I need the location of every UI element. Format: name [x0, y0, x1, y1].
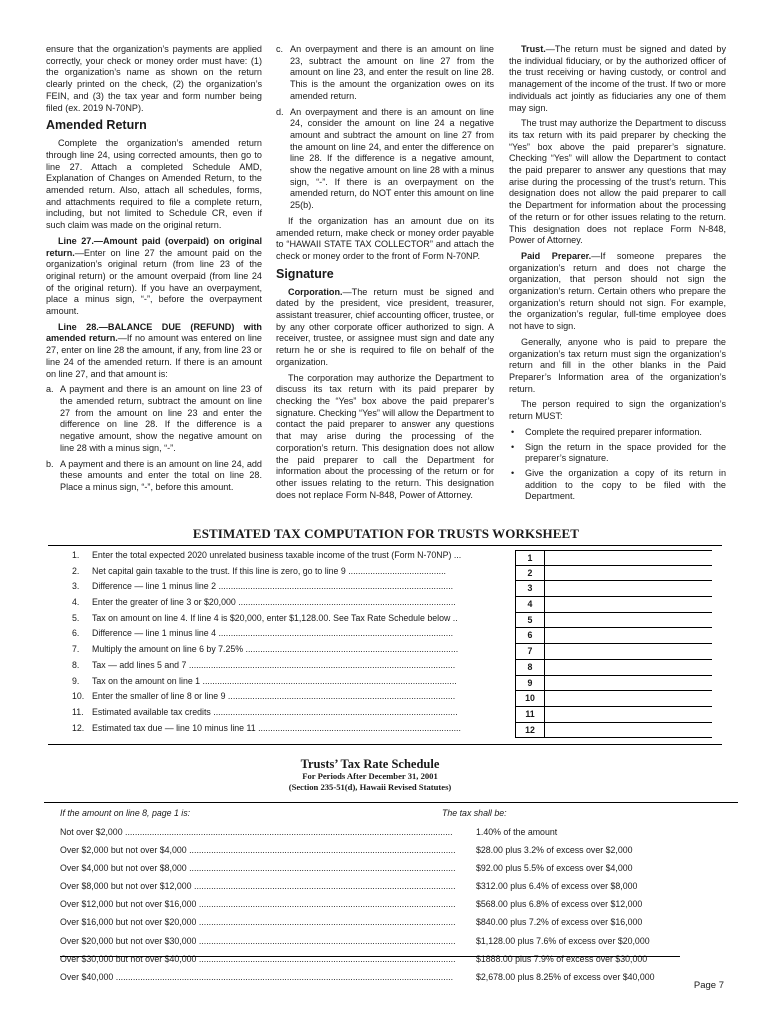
paid-preparer-text: —If someone prepares the organization’s return and does not charge the organization, that person should not sign the organization’s return. Certain others who prepare the organization’s return should not sign. For example, the organization’s regular, full-time employee does not have to sign.: [509, 250, 727, 332]
worksheet-line-number: 1: [515, 550, 545, 566]
worksheet-row-number: 9.: [72, 675, 80, 686]
schedule-header-right: The tax shall be:: [442, 808, 507, 818]
worksheet-line-number: 2: [515, 566, 545, 582]
list-item-c: c. An overpayment and there is an amount on line 23, subtract the amount on line 27 from the amount on line 23, and enter the result on line 28. This is the amount the organization owes on its amended return.: [276, 44, 494, 101]
worksheet-row: [60, 707, 712, 723]
worksheet-row-text: Enter the total expected 2020 unrelated business taxable income of the trust (Form N-70NP) ...: [92, 550, 462, 560]
worksheet-row: [60, 550, 712, 566]
bullet-text: Sign the return in the space provided for the preparer’s signature.: [525, 441, 726, 464]
line27-label: Line 27.—Amount paid (overpaid) on original return.: [46, 235, 262, 258]
schedule-range: Over $40,000 ..........................................................................................................................................: [60, 971, 454, 982]
corporation-label: Corporation.: [288, 286, 343, 297]
trust-text: —The return must be signed and dated by the individual fiduciary, or by the authorized officer of the trust receiving or having custody, or control and management of the income of the trust. If two or more individuals act jointly as fiduciaries any one of them may sign.: [509, 44, 726, 113]
list-item-d-text: An overpayment and there is an amount on line 24, consider the amount on line 24 a negative amount and subtract the amount on line 27 from the amount on line 24, and enter the difference on line 28. If the difference is a negative amount, show the negative amount on line 28 with a minus sign, “-”. If there is an overpayment on the amended return, do NOT enter this amount on line 25(b).: [290, 106, 494, 211]
trust-paragraph: [509, 44, 726, 114]
worksheet-row: [60, 613, 712, 629]
schedule-row: [60, 863, 680, 881]
worksheet-amount-field[interactable]: [545, 597, 712, 613]
worksheet-line-number: 8: [515, 660, 545, 676]
worksheet-row-number: 11.: [72, 706, 84, 717]
list-item-b: b. A payment and there is an amount on line 24, add these amounts and enter the total on line 28. Place a minus sign, “-”, before this amount.: [46, 458, 262, 492]
schedule-tax: $2,678.00 plus 8.25% of excess over $40,000: [476, 971, 655, 982]
amended-return-paragraph: Complete the organization’s amended return through line 24, using corrected amounts, then go to line 27. Attach a completed Schedule AMD, Explanation of Changes on Amended Return, to the amended return. Also, attach all schedules, forms, and attachments required to file a complete return, including, but not limited to Schedule CR, even if such claim was made on the original return.: [46, 138, 262, 231]
schedule-range: Over $8,000 but not over $12,000 ...........................................................................................................: [60, 881, 456, 892]
worksheet-row-text: Enter the smaller of line 8 or line 9 .............................................................................................: [92, 691, 456, 702]
worksheet-line-number: 6: [515, 628, 545, 644]
column-middle: [276, 44, 494, 505]
schedule-range: Over $12,000 but not over $16,000 .........................................................................................................: [60, 899, 456, 910]
worksheet-amount-field[interactable]: [545, 613, 712, 629]
worksheet-line-number: 4: [515, 597, 545, 613]
list-item-a-text: A payment and there is an amount on line 23 of the amended return, subtract the amount on line 27 from the amount on line 23 and enter the difference on line 28. If the difference is a negative amount, show the negative amount on line 28 with a minus sign, “-”.: [60, 384, 262, 453]
worksheet-row-text: Tax — add lines 5 and 7 .............................................................................................................: [92, 659, 456, 670]
worksheet-rows: [60, 550, 712, 738]
list-item-b-text: A payment and there is an amount on line 24, add these amounts and enter the total on line 28. Place a minus sign, “-”, before this amount.: [60, 458, 262, 492]
line27-paragraph: [46, 236, 262, 318]
column-right: [509, 44, 726, 506]
worksheet-line-number: 5: [515, 613, 545, 629]
line28-text: —If no amount was entered on line 27, enter on line 28 the amount, if any, from line 23 or line 24 of the amended return. If there is an amount on line 27, and that amount is:: [46, 333, 262, 379]
worksheet-title: ESTIMATED TAX COMPUTATION FOR TRUSTS WORKSHEET: [192, 526, 580, 541]
worksheet-amount-field[interactable]: [545, 628, 712, 644]
schedule-rule: [44, 802, 738, 803]
paid-preparer-label: Paid Preparer.: [521, 250, 592, 261]
schedule-bottom-rule: [60, 956, 680, 957]
trust-label: Trust.: [521, 44, 546, 54]
schedule-range: Not over $2,000 ......................................................................................................................................: [60, 827, 453, 837]
worksheet-row-text: Estimated available tax credits ....................................................................................................: [92, 706, 458, 717]
bullet-text: Give the organization a copy of its return in addition to the copy to be filed with the Department.: [525, 467, 726, 502]
tax-rate-schedule: [60, 757, 680, 982]
page-number: Page 7: [693, 980, 724, 991]
worksheet-amount-field[interactable]: [545, 550, 712, 566]
bullet-item: • Give the organization a copy of its return in addition to the copy to be filed with the Department.: [511, 467, 726, 502]
corporation-paragraph: [276, 287, 494, 369]
schedule-tax: $840.00 plus 7.2% of excess over $16,000: [476, 917, 643, 928]
bullet-item: • Complete the required preparer information.: [511, 426, 702, 437]
worksheet-row-text: Difference — line 1 minus line 4 ................................................................................................: [92, 628, 454, 639]
worksheet-line-number: 11: [515, 707, 545, 723]
worksheet-row-number: 6.: [72, 628, 80, 639]
schedule-tax: 1.40% of the amount: [476, 827, 558, 837]
worksheet-amount-field[interactable]: [545, 581, 712, 597]
schedule-title: Trusts’ Tax Rate Schedule: [300, 757, 440, 771]
worksheet-row: [60, 628, 712, 644]
worksheet-row-text: Multiply the amount on line 6 by 7.25% .......................................................................................: [92, 644, 459, 655]
worksheet-row-text: Tax on the amount on line 1 ........................................................................................................: [92, 675, 457, 686]
worksheet-row-text: Enter the greater of line 3 or $20,000 .........................................................................................: [92, 597, 456, 608]
worksheet-row-number: 5.: [72, 612, 80, 623]
worksheet-bottom-rule: [48, 744, 722, 745]
worksheet-row: [60, 723, 712, 739]
paid-preparer-paragraph-2: Generally, anyone who is paid to prepare the organization’s tax return must sign the organization’s return and fill in the other blanks in the Paid Preparer’s Information area of the organization’s return.: [509, 336, 726, 394]
worksheet-row-text: Net capital gain taxable to the trust. If this line is zero, go to line 9 ........................................: [92, 565, 446, 576]
worksheet-line-number: 3: [515, 581, 545, 597]
list-item-c-text: An overpayment and there is an amount on line 23, subtract the amount on line 27 from the amount on line 23, and enter the result on line 28. This is the amount the organization owes on its amended return.: [290, 44, 494, 101]
schedule-row: [60, 881, 680, 899]
worksheet-row-number: 2.: [72, 565, 80, 576]
list-item-d: d. An overpayment and there is an amount on line 24, consider the amount on line 24 a negative amount and subtract the amount on line 27 from the amount on line 24, and enter the difference on line 28. If the difference is a negative amount, show the negative amount on line 28 with a minus sign, “-”. If there is an overpayment on the amended return, do NOT enter this amount on line 25(b).: [276, 106, 494, 211]
bullet-item: • Sign the return in the space provided for the preparer’s signature.: [511, 441, 726, 464]
line27-text: —Enter on line 27 the amount paid on the organization’s original return (from line 23 of the original return) or the amount overpaid (from line 24 of the original return). If you have an overpayment, place a minus sign, “-”, before the overpayment amount.: [46, 247, 262, 317]
worksheet-row-number: 8.: [72, 659, 80, 670]
worksheet-line-number: 10: [515, 691, 545, 707]
schedule-row: [60, 827, 680, 845]
worksheet-line-number: 7: [515, 644, 545, 660]
schedule-range: Over $16,000 but not over $20,000 .........................................................................................................: [60, 917, 456, 928]
schedule-tax: $1888.00 plus 7.9% of excess over $30,000: [476, 953, 648, 964]
schedule-range: Over $30,000 but not over $40,000 .........................................................................................................: [60, 953, 456, 964]
schedule-range: Over $2,000 but not over $4,000 .............................................................................................................: [60, 845, 456, 856]
corporation-text: —The return must be signed and dated by the president, vice president, treasurer, assistant treasurer, chief accounting officer, trustee, or by any other corporate officer authorized to sign. A receiver, trustee, or assignee must sign and date any return he or she is required to file on behalf of the organization.: [276, 286, 494, 367]
line28-paragraph: [46, 322, 262, 381]
paid-preparer-paragraph-3: The person required to sign the organization’s return MUST:: [509, 399, 726, 422]
worksheet-top-rule: [48, 545, 722, 546]
paid-preparer-paragraph: [509, 251, 726, 333]
schedule-row: [60, 972, 680, 990]
signature-heading: Signature: [276, 266, 334, 281]
column-left: [46, 44, 262, 498]
worksheet-amount-field[interactable]: [545, 707, 712, 723]
worksheet-row-text: Estimated tax due — line 10 minus line 11 ...................................................................................: [92, 722, 461, 733]
schedule-tax: $568.00 plus 6.8% of excess over $12,000: [476, 899, 643, 910]
schedule-tax: $1,128.00 plus 7.6% of excess over $20,000: [476, 935, 650, 946]
worksheet-row-number: 3.: [72, 581, 80, 592]
payment-instructions: ensure that the organization’s payments are applied correctly, your check or money order must have: (1) the organization’s name as shown on the return clearly printed on the check, (2) the organization’s FEIN, and (3) the tax year and form number being filed (ex. 2019 N-70NP).: [46, 44, 262, 113]
trust-authorize-paragraph: The trust may authorize the Department to discuss its tax return with its paid preparer by checking the “Yes” box above the paid preparer’s signature. Checking “Yes” will allow the Department to contact the paid preparer to answer any questions that may arise during the processing of the trust’s return. This designation does not allow the paid preparer to call the Department for information about the processing of the return or for other issues relating to the return. This designation does not replace Form N-848, Power of Attorney.: [509, 118, 726, 246]
schedule-row: [60, 899, 680, 917]
worksheet-row-number: 4.: [72, 597, 80, 608]
bullet-text: Complete the required preparer information.: [525, 426, 702, 437]
schedule-range: Over $4,000 but not over $8,000 .............................................................................................................: [60, 863, 456, 874]
schedule-header: [60, 808, 680, 820]
schedule-row: [60, 845, 680, 863]
worksheet-amount-field[interactable]: [545, 676, 712, 692]
worksheet-row: [60, 644, 712, 660]
schedule-header-left: If the amount on line 8, page 1 is:: [60, 808, 191, 818]
worksheet-amount-field[interactable]: [545, 660, 712, 676]
schedule-tax: $312.00 plus 6.4% of excess over $8,000: [476, 881, 638, 892]
line28-label: Line 28.—BALANCE DUE (REFUND) with amended return.: [46, 321, 262, 344]
schedule-subtitle-period: For Periods After December 31, 2001: [302, 771, 438, 781]
worksheet-row: [60, 691, 712, 707]
worksheet-row-number: 7.: [72, 644, 80, 655]
schedule-row: [60, 917, 680, 935]
worksheet-row: [60, 581, 712, 597]
estimated-tax-worksheet: [60, 526, 712, 735]
worksheet-row-number: 12.: [72, 722, 85, 733]
schedule-subtitle-statute: (Section 235-51(d), Hawaii Revised Statutes): [288, 781, 452, 792]
worksheet-amount-field[interactable]: [545, 644, 712, 660]
worksheet-amount-field[interactable]: [545, 723, 712, 739]
worksheet-row-number: 10.: [72, 691, 85, 702]
schedule-range: Over $20,000 but not over $30,000 .........................................................................................................: [60, 935, 456, 946]
corporation-authorize-paragraph: The corporation may authorize the Department to discuss its tax return with its paid preparer by checking the “Yes” box above the paid preparer’s signature. Checking “Yes” will allow the Department to contact the paid preparer to answer any questions that may arise during the processing of the corporation’s return. This designation does not allow the paid preparer to call the Department for information about the processing of the return or for other issues relating to the return. This designation does not replace Form N-848, Power of Attorney.: [276, 372, 494, 500]
amount-due-paragraph: If the organization has an amount due on its amended return, make check or money order payable to “HAWAII STATE TAX COLLECTOR” and attach the check or money order to the front of Form N-70NP.: [276, 215, 494, 261]
schedule-tax: $92.00 plus 5.5% of excess over $4,000: [476, 863, 633, 874]
schedule-row: [60, 936, 680, 954]
worksheet-row-number: 1.: [72, 550, 80, 560]
schedule-rows: [60, 827, 680, 990]
worksheet-amount-field[interactable]: [545, 691, 712, 707]
list-item-a: a. A payment and there is an amount on line 23 of the amended return, subtract the amount on line 27 from the amount on line 23 and enter the difference on line 28. If the difference is a negative amount, show the negative amount on line 28 with a minus sign, “-”.: [46, 384, 262, 453]
worksheet-row: [60, 676, 712, 692]
worksheet-row-text: Tax on amount on line 4. If line 4 is $20,000, enter $1,128.00. See Tax Rate Schedule below ..: [92, 612, 458, 623]
worksheet-line-number: 9: [515, 676, 545, 692]
worksheet-row: [60, 566, 712, 582]
worksheet-line-number: 12: [515, 723, 545, 739]
worksheet-row: [60, 597, 712, 613]
amended-return-heading: Amended Return: [46, 118, 147, 133]
worksheet-row: [60, 660, 712, 676]
schedule-tax: $28.00 plus 3.2% of excess over $2,000: [476, 845, 633, 856]
worksheet-amount-field[interactable]: [545, 566, 712, 582]
worksheet-row-text: Difference — line 1 minus line 2 ................................................................................................: [92, 581, 454, 592]
